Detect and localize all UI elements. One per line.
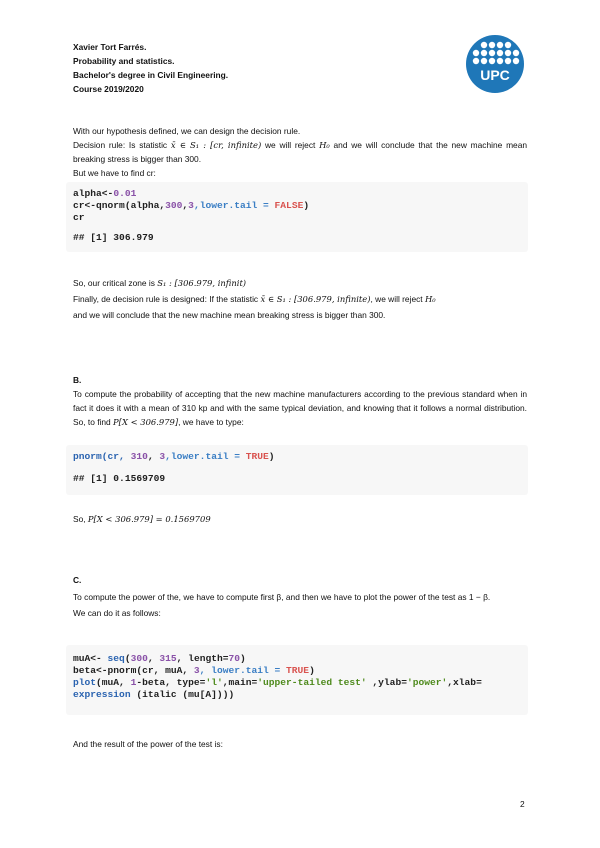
code-line: plot(muA, 1-beta, type='l',main='upper-tailed test' ,ylab='power',xlab= [73, 677, 482, 688]
code-line: alpha<-0.01 [73, 188, 137, 199]
decision-rule-paragraph: Decision rule: Is statistic x̄ ∈ S₁ : [cr, infinite) we will reject H₀ and we will conclude that the new machine mean breaking stress is bigger than 300. [73, 140, 528, 164]
author-line: Xavier Tort Farrés. [73, 42, 147, 52]
code-line: pnorm(cr, 310, 3,lower.tail = TRUE) [73, 451, 275, 462]
decision-rule-intro: With our hypothesis defined, we can design the decision rule. Decision rule: Is statistic x̄ ∈ S₁ : [cr, infinite) we will reject H₀ and we will conclude that the new machine mean breaking stress is bigger than 300. But we have to find cr: [73, 126, 528, 178]
code-line: cr<-qnorm(alpha,300,3,lower.tail = FALSE) [73, 200, 310, 211]
find-cr-line: But we have to find cr: [73, 168, 156, 178]
code-block-power [66, 645, 528, 715]
code-output: ## [1] 306.979 [73, 232, 154, 243]
section-b-paragraph: To compute the probability of accepting that the new machine manufacturers according to the previous standard when in fact it does it with a mean of 310 kp and with the same typical deviation, and knowing that it follows a normal distribution. So, to find P[X < 306.979], we have to type: [73, 389, 527, 427]
code-line: expression (italic (mu[A]))) [73, 689, 235, 700]
code-output: ## [1] 0.1569709 [73, 473, 166, 484]
degree-line: Bachelor's degree in Civil Engineering. [73, 70, 229, 80]
subject-line: Probability and statistics. [73, 56, 175, 66]
critical-zone-paragraph: So, our critical zone is S₁ : [306.979, infinit) Finally, de decision rule is designed: If the statistic x̄ ∈ S₁ : [306.979, infinite), we will reject H₀ and we will conclude that the new machine mean breaking stress is bigger than 300. [73, 278, 436, 320]
code-line: cr [73, 212, 85, 223]
document-header [73, 40, 228, 96]
power-result-intro: And the result of the power of the test is: [73, 739, 223, 749]
code-line: beta<-pnorm(cr, muA, 3, lower.tail = TRUE) [73, 665, 315, 676]
logo-text: UPC [480, 67, 510, 83]
upc-logo [465, 34, 525, 94]
code-block-pnorm [66, 445, 528, 495]
section-b [73, 373, 527, 429]
code-line: muA<- seq(300, 315, length=70) [73, 653, 246, 664]
section-b-result: So, P[X < 306.979] = 0.1569709 [73, 514, 211, 524]
section-c [73, 573, 527, 620]
course-line: Course 2019/2020 [73, 84, 144, 94]
section-c-paragraph: To compute the power of the, we have to compute first β, and then we have to plot the power of the test as 1 − β. [73, 592, 491, 602]
section-b-label: B. [73, 375, 82, 385]
code-block-qnorm [66, 182, 528, 252]
section-c-followup: We can do it as follows: [73, 608, 161, 618]
page-number: 2 [520, 799, 525, 809]
section-c-label: C. [73, 575, 82, 585]
